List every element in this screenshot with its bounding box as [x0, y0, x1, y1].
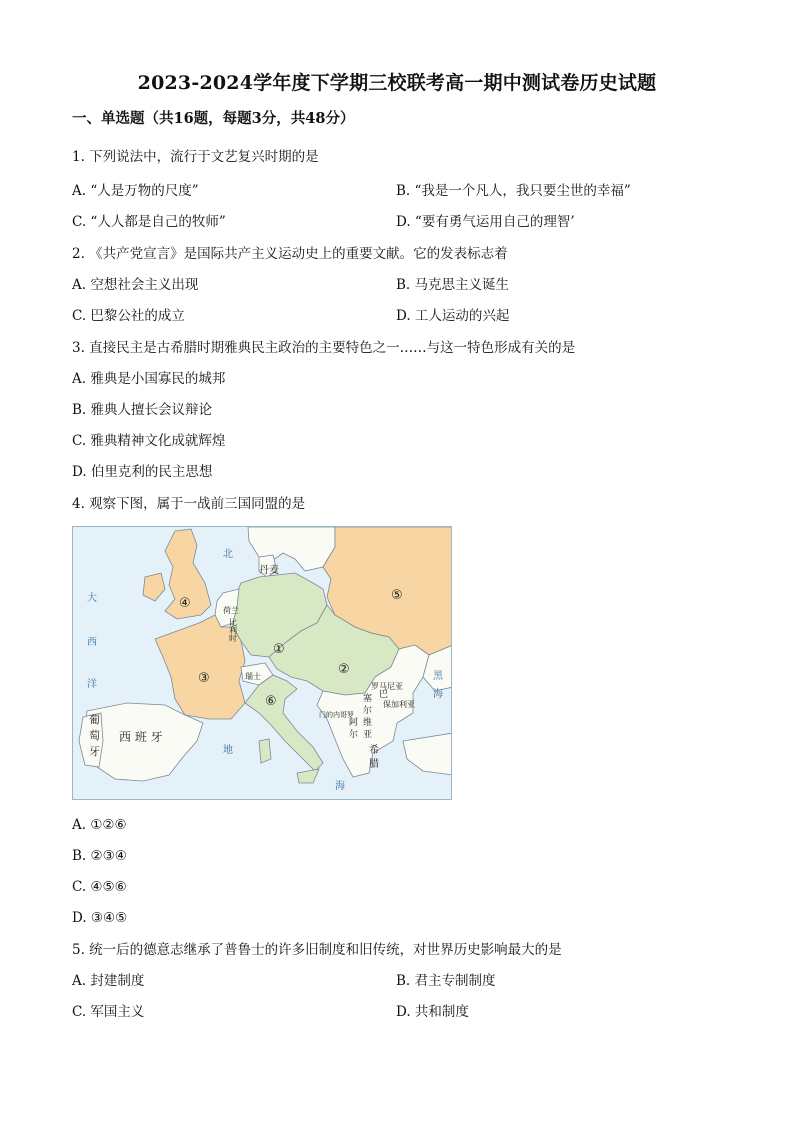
question-3-option-a[interactable]: A. 雅典是小国寡民的城邦: [72, 371, 226, 387]
map-label-med-sea-1: 地: [223, 745, 233, 756]
map-label-ocean-1: 大: [87, 593, 97, 604]
question-4-stem: 4. 观察下图，属于一战前三国同盟的是: [72, 496, 306, 512]
map-label-netherlands: 荷兰: [223, 606, 239, 615]
europe-map-figure: [72, 526, 452, 800]
question-1-option-d[interactable]: D. “要有勇气运用自己的理智’: [396, 214, 575, 230]
question-3-option-d[interactable]: D. 伯里克利的民主思想: [72, 464, 213, 480]
question-5-stem: 5. 统一后的德意志继承了普鲁士的许多旧制度和旧传统，对世界历史影响最大的是: [72, 942, 562, 958]
europe-map: [73, 527, 452, 800]
map-label-portugal-3: 牙: [89, 745, 100, 758]
question-3-option-c[interactable]: C. 雅典精神文化成就辉煌: [72, 433, 226, 449]
question-1-option-a[interactable]: A. “人是万物的尺度”: [72, 183, 199, 199]
question-4-option-a[interactable]: A. ①②⑥: [72, 817, 127, 833]
map-label-greece-2: 腊: [369, 759, 379, 770]
map-label-switzerland: 瑞士: [245, 672, 261, 681]
map-label-black-sea-2: 海: [433, 689, 443, 700]
question-2-option-b[interactable]: B. 马克思主义诞生: [396, 277, 510, 293]
question-1-option-b[interactable]: B. “我是一个凡人，我只要尘世的幸福”: [396, 183, 631, 199]
map-label-1: ①: [273, 642, 285, 657]
map-label-5: ⑤: [391, 588, 403, 603]
map-label-belgium-3: 时: [229, 634, 237, 643]
map-label-albania-2: 尔: [349, 730, 359, 740]
map-label-belgium-2: 利: [229, 626, 237, 635]
map-label-black-sea-1: 黑: [433, 671, 443, 682]
question-2-option-c[interactable]: C. 巴黎公社的成立: [72, 308, 185, 324]
map-label-spain: 西 班 牙: [119, 730, 163, 744]
question-4-option-b[interactable]: B. ②③④: [72, 848, 127, 864]
map-label-romania: 罗马尼亚: [371, 682, 403, 691]
page-title: 2023-2024学年度下学期三校联考高一期中测试卷历史试题: [137, 72, 657, 94]
map-label-montenegro: 门的内哥罗: [319, 711, 354, 719]
question-3-option-b[interactable]: B. 雅典人擅长会议辩论: [72, 402, 213, 418]
map-label-2: ②: [338, 662, 350, 677]
question-2-option-d[interactable]: D. 工人运动的兴起: [396, 308, 510, 324]
question-3-stem: 3. 直接民主是古希腊时期雅典民主政治的主要特色之一……与这一特色形成有关的是: [72, 340, 576, 356]
map-label-serbia-2: 尔: [363, 706, 373, 716]
map-label-bulgaria: 保加利亚: [383, 700, 415, 709]
map-label-serbia-1: 塞: [363, 694, 373, 704]
question-1-stem: 1. 下列说法中，流行于文艺复兴时期的是: [72, 149, 319, 165]
map-label-north-sea: 北: [223, 549, 233, 560]
section-heading: 一、单选题（共16题，每题3分，共48分）: [72, 110, 355, 127]
map-sardinia: [259, 739, 271, 763]
map-label-ocean-2: 西: [87, 637, 97, 648]
map-label-portugal-1: 葡: [89, 713, 100, 726]
question-1-option-c[interactable]: C. “人人都是自己的牧师”: [72, 214, 226, 230]
map-label-portugal-2: 萄: [89, 729, 100, 742]
map-label-serbia-4: 亚: [363, 730, 373, 740]
map-label-belgium-1: 比: [229, 618, 237, 627]
question-5-option-b[interactable]: B. 君主专制制度: [396, 973, 496, 989]
map-label-ba: 巴: [379, 690, 389, 700]
map-label-3: ③: [198, 671, 210, 686]
map-label-ocean-3: 洋: [87, 679, 97, 690]
map-label-greece-1: 希: [369, 745, 379, 756]
map-label-albania-1: 阿: [349, 718, 359, 728]
question-5-option-c[interactable]: C. 军国主义: [72, 1004, 145, 1020]
question-5-option-a[interactable]: A. 封建制度: [72, 973, 145, 989]
map-label-med-sea-2: 海: [335, 781, 345, 792]
map-label-serbia-3: 维: [363, 718, 373, 728]
question-2-option-a[interactable]: A. 空想社会主义出现: [72, 277, 199, 293]
question-4-option-c[interactable]: C. ④⑤⑥: [72, 879, 127, 895]
map-label-denmark: 丹麦: [259, 565, 279, 576]
question-4-option-d[interactable]: D. ③④⑤: [72, 910, 128, 926]
question-5-option-d[interactable]: D. 共和制度: [396, 1004, 469, 1020]
map-label-4: ④: [179, 596, 191, 611]
question-2-stem: 2. 《共产党宣言》是国际共产主义运动史上的重要文献。它的发表标志着: [72, 246, 508, 262]
map-label-6: ⑥: [265, 694, 277, 709]
